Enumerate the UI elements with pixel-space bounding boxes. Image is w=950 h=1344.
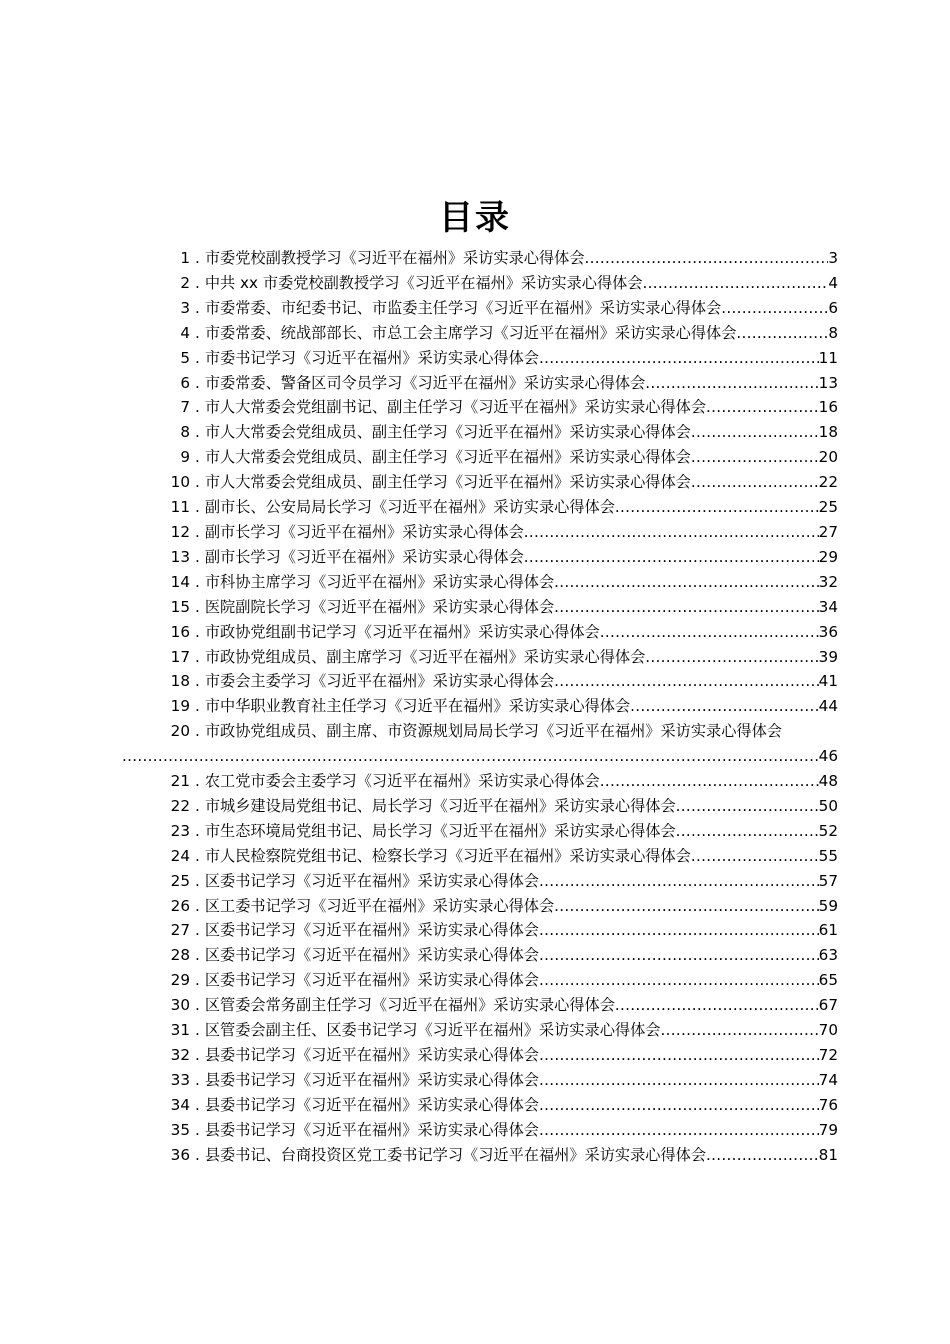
toc-entry-page: 44 [818,697,838,716]
toc-entry-separator: . [195,672,200,691]
toc-leader-dots [691,844,819,869]
toc-entry-number: 9 [180,448,190,467]
toc-entry-page: 48 [818,772,838,791]
toc-leader-dots [691,445,819,470]
toc-leader-dots [539,968,819,993]
toc-leader-dots [660,1018,818,1043]
toc-entry-separator: . [195,373,200,392]
toc-entry-page: 39 [818,647,838,666]
toc-entry-separator: . [195,597,200,616]
toc-leader-dots [539,918,819,943]
toc-entry-separator: . [195,1046,200,1064]
toc-entry-page: 72 [818,1046,838,1064]
toc-entry-number: 21 [170,772,190,791]
toc-entry-page: 4 [828,273,838,292]
toc-entry-number: 7 [180,398,190,417]
toc-entry[interactable] [122,520,838,545]
toc-entry-title: 市委常委、警备区司令员学习《习近平在福州》采访实录心得体会 [204,373,646,392]
toc-entry-separator: . [195,647,200,666]
toc-entry-title: 市生态环境局党组书记、局长学习《习近平在福州》采访实录心得体会 [204,821,676,840]
toc-entry-number: 20 [170,722,190,741]
toc-entry-title: 市人大常委会党组副书记、副主任学习《习近平在福州》采访实录心得体会 [204,398,707,417]
toc-entry-number: 17 [170,647,190,666]
toc-entry-number: 2 [180,273,190,292]
toc-entry-number: 1 [180,249,190,267]
table-of-contents [122,246,838,1168]
toc-entry-page: 55 [818,846,838,865]
toc-entry-number: 28 [170,946,190,965]
toc-entry-separator: . [195,473,200,492]
toc-entry-title: 市人大常委会党组成员、副主任学习《习近平在福州》采访实录心得体会 [204,473,691,492]
toc-entry-number: 23 [170,821,190,840]
toc-entry-title: 市科协主席学习《习近平在福州》采访实录心得体会 [204,572,555,591]
toc-entry-page: 61 [818,921,838,940]
toc-entry-number: 26 [170,896,190,915]
toc-entry-page: 29 [818,547,838,566]
toc-leader-dots [539,869,819,894]
toc-entry-title: 副市长、公安局局长学习《习近平在福州》采访实录心得体会 [204,498,615,517]
toc-entry-title: 市委常委、统战部部长、市总工会主席学习《习近平在福州》采访实录心得体会 [204,323,737,342]
toc-entry-number: 30 [170,996,190,1015]
toc-entry[interactable] [122,968,838,993]
toc-entry-page: 27 [818,522,838,541]
toc-leader-dots [643,271,829,296]
toc-entry-number: 3 [180,298,190,317]
toc-entry-page: 22 [818,473,838,492]
toc-entry-number: 31 [170,1021,190,1040]
toc-leader-dots [645,371,818,396]
toc-entry[interactable] [122,246,838,271]
toc-entry-title: 区委书记学习《习近平在福州》采访实录心得体会 [204,946,539,965]
toc-entry-page: 67 [818,996,838,1015]
toc-leader-dots [630,694,819,719]
toc-entry[interactable] [122,545,838,570]
toc-entry-number: 10 [170,473,190,492]
toc-entry[interactable] [122,1093,838,1118]
toc-entry-page: 50 [818,796,838,815]
toc-entry-title: 区管委会副主任、区委书记学习《习近平在福州》采访实录心得体会 [204,1021,661,1040]
toc-entry[interactable] [122,645,838,670]
toc-entry-page: 13 [818,373,838,392]
toc-entry-number: 18 [170,672,190,691]
toc-entry-title: 区工委书记学习《习近平在福州》采访实录心得体会 [204,896,555,915]
toc-entry-separator: . [195,398,200,417]
toc-entry[interactable] [122,869,838,894]
toc-entry[interactable] [122,894,838,919]
toc-entry-separator: . [195,871,200,890]
toc-entry[interactable] [122,570,838,595]
toc-entry-separator: . [195,522,200,541]
toc-entry-number: 8 [180,423,190,442]
toc-entry[interactable] [122,346,838,371]
toc-entry-number: 4 [180,323,190,342]
toc-entry-title: 县委书记学习《习近平在福州》采访实录心得体会 [204,1120,539,1139]
toc-entry-title: 市人大常委会党组成员、副主任学习《习近平在福州》采访实录心得体会 [204,448,691,467]
toc-entry-page: 57 [818,871,838,890]
toc-entry[interactable] [122,844,838,869]
toc-entry[interactable] [122,993,838,1018]
toc-leader-dots [706,395,819,420]
toc-entry-number: 34 [170,1095,190,1114]
toc-entry[interactable] [122,595,838,620]
toc-entry-separator: . [195,1145,200,1164]
toc-entry[interactable] [122,1043,838,1068]
toc-entry-page: 20 [818,448,838,467]
toc-entry-page: 6 [828,298,838,317]
toc-entry-page: 59 [818,896,838,915]
toc-leader-dots [615,495,819,520]
toc-leader-dots [706,1143,819,1168]
toc-entry-separator: . [195,971,200,990]
toc-leader-dots [524,545,819,570]
toc-entry-page: 46 [818,747,838,766]
toc-leader-dots [554,595,819,620]
toc-entry-title: 市政协党组成员、副主席、市资源规划局局长学习《习近平在福州》采访实录心得体会 [204,722,782,741]
toc-entry-title: 区委书记学习《习近平在福州》采访实录心得体会 [204,871,539,890]
toc-entry-number: 11 [170,498,190,517]
toc-entry-page: 18 [818,423,838,442]
toc-entry-page: 70 [818,1021,838,1040]
toc-entry-number: 6 [180,373,190,392]
toc-leader-dots [539,1043,819,1068]
toc-entry[interactable] [122,620,838,645]
toc-entry-title: 区管委会常务副主任学习《习近平在福州》采访实录心得体会 [204,996,615,1015]
toc-entry-page: 32 [818,572,838,591]
toc-entry-number: 19 [170,697,190,716]
toc-entry-number: 27 [170,921,190,940]
toc-entry[interactable] [122,271,838,296]
toc-leader-dots [676,819,819,844]
toc-entry-separator: . [195,273,200,292]
toc-entry-title: 县委书记、台商投资区党工委书记学习《习近平在福州》采访实录心得体会 [204,1145,707,1164]
toc-title: 目录 [439,198,511,238]
toc-entry-separator: . [195,622,200,641]
toc-entry-number: 22 [170,796,190,815]
toc-entry-page: 34 [818,597,838,616]
toc-entry-separator: . [195,921,200,940]
toc-leader-dots [691,470,819,495]
toc-entry[interactable] [122,1118,838,1143]
toc-entry-number: 12 [170,522,190,541]
toc-entry-title: 县委书记学习《习近平在福州》采访实录心得体会 [204,1070,539,1089]
toc-entry-page: 52 [818,821,838,840]
toc-entry-separator: . [195,697,200,716]
toc-entry-title: 副市长学习《习近平在福州》采访实录心得体会 [204,522,524,541]
toc-entry-page: 81 [818,1145,838,1164]
toc-entry-separator: . [195,547,200,566]
toc-entry-number: 13 [170,547,190,566]
toc-entry-title: 市委书记学习《习近平在福州》采访实录心得体会 [204,348,539,367]
toc-entry-separator: . [195,1095,200,1114]
toc-entry-separator: . [195,298,200,317]
toc-entry-number: 14 [170,572,190,591]
toc-entry-separator: . [195,772,200,791]
toc-entry[interactable] [122,769,838,794]
toc-entry[interactable] [122,371,838,396]
toc-entry[interactable] [122,470,838,495]
toc-entry-title: 市政协党组成员、副主席学习《习近平在福州》采访实录心得体会 [204,647,646,666]
toc-entry-page: 8 [828,323,838,342]
toc-entry-title: 市城乡建设局党组书记、局长学习《习近平在福州》采访实录心得体会 [204,796,676,815]
toc-entry-separator: . [195,846,200,865]
toc-entry-title: 市人大常委会党组成员、副主任学习《习近平在福州》采访实录心得体会 [204,423,691,442]
toc-entry-title: 市人民检察院党组书记、检察长学习《习近平在福州》采访实录心得体会 [204,846,691,865]
toc-entry-title: 区委书记学习《习近平在福州》采访实录心得体会 [204,921,539,940]
toc-leader-dots [539,943,819,968]
toc-entry-title: 县委书记学习《习近平在福州》采访实录心得体会 [204,1046,539,1064]
toc-entry-title: 医院副院长学习《习近平在福州》采访实录心得体会 [204,597,555,616]
toc-entry-title: 中共 xx 市委党校副教授学习《习近平在福州》采访实录心得体会 [204,273,643,292]
toc-entry-title: 副市长学习《习近平在福州》采访实录心得体会 [204,547,524,566]
toc-entry[interactable] [122,321,838,346]
toc-entry-separator: . [195,821,200,840]
toc-entry[interactable] [122,1143,838,1168]
toc-leader-dots [554,570,819,595]
toc-leader-dots [539,1093,819,1118]
toc-entry-separator: . [195,249,200,267]
toc-entry-separator: . [195,796,200,815]
toc-entry-separator: . [195,946,200,965]
toc-entry-title: 县委书记学习《习近平在福州》采访实录心得体会 [204,1095,539,1114]
toc-entry[interactable] [122,819,838,844]
toc-entry-title: 市委常委、市纪委书记、市监委主任学习《习近平在福州》采访实录心得体会 [204,298,722,317]
toc-entry[interactable] [122,420,838,445]
toc-entry[interactable] [122,794,838,819]
toc-entry-title: 市委党校副教授学习《习近平在福州》采访实录心得体会 [204,249,585,267]
toc-leader-dots [615,993,819,1018]
toc-entry-page: 74 [818,1070,838,1089]
toc-entry-separator: . [195,896,200,915]
toc-entry-separator: . [195,1070,200,1089]
toc-leader-dots [676,794,819,819]
toc-entry-page: 16 [818,398,838,417]
toc-entry-separator: . [195,996,200,1015]
toc-entry-separator: . [195,323,200,342]
toc-leader-dots [554,669,819,694]
toc-leader-dots [645,645,818,670]
toc-entry-page: 63 [818,946,838,965]
toc-entry-title: 市委会主委学习《习近平在福州》采访实录心得体会 [204,672,555,691]
toc-entry-number: 25 [170,871,190,890]
toc-entry-number: 29 [170,971,190,990]
toc-leader-dots [122,744,819,769]
toc-entry-title: 市中华职业教育社主任学习《习近平在福州》采访实录心得体会 [204,697,631,716]
toc-entry-separator: . [195,448,200,467]
toc-leader-dots [600,769,819,794]
toc-leader-dots [691,420,819,445]
toc-entry-separator: . [195,423,200,442]
toc-entry-title: 农工党市委会主委学习《习近平在福州》采访实录心得体会 [204,772,600,791]
toc-entry[interactable] [122,445,838,470]
toc-entry-page: 65 [818,971,838,990]
toc-entry[interactable] [122,1068,838,1093]
toc-entry-number: 16 [170,622,190,641]
toc-entry-page: 79 [818,1120,838,1139]
toc-entry[interactable] [122,918,838,943]
toc-entry-separator: . [195,722,200,741]
toc-entry[interactable] [122,495,838,520]
toc-entry[interactable] [122,1018,838,1043]
toc-entry-separator: . [195,498,200,517]
toc-entry[interactable] [122,694,838,719]
toc-leader-dots [524,520,819,545]
toc-leader-dots [600,620,819,645]
toc-entry-page: 3 [828,249,838,267]
toc-entry-number: 33 [170,1070,190,1089]
toc-entry[interactable] [122,395,838,420]
toc-entry-number: 36 [170,1145,190,1164]
toc-entry-number: 24 [170,846,190,865]
toc-entry-separator: . [195,1120,200,1139]
toc-entry-number: 15 [170,597,190,616]
toc-entry[interactable] [122,669,838,694]
toc-leader-dots [736,321,828,346]
toc-entry-number: 5 [180,348,190,367]
toc-entry-separator: . [195,348,200,367]
toc-leader-dots [539,1118,819,1143]
toc-leader-dots [539,1068,819,1093]
toc-entry-page: 11 [818,348,838,367]
toc-entry[interactable] [122,943,838,968]
toc-entry[interactable] [122,296,838,321]
toc-entry-page: 25 [818,498,838,517]
toc-entry-page: 36 [818,622,838,641]
toc-leader-dots [539,346,819,371]
toc-entry-page: 76 [818,1095,838,1114]
toc-entry-number: 35 [170,1120,190,1139]
toc-leader-dots [554,894,819,919]
toc-entry[interactable] [122,719,838,769]
toc-entry-separator: . [195,1021,200,1040]
toc-entry-page: 41 [818,672,838,691]
toc-entry-title: 市政协党组副书记学习《习近平在福州》采访实录心得体会 [204,622,600,641]
toc-entry-title: 区委书记学习《习近平在福州》采访实录心得体会 [204,971,539,990]
toc-entry-number: 32 [170,1046,190,1064]
toc-leader-dots [721,296,828,321]
toc-entry-separator: . [195,572,200,591]
toc-leader-dots [585,246,829,271]
